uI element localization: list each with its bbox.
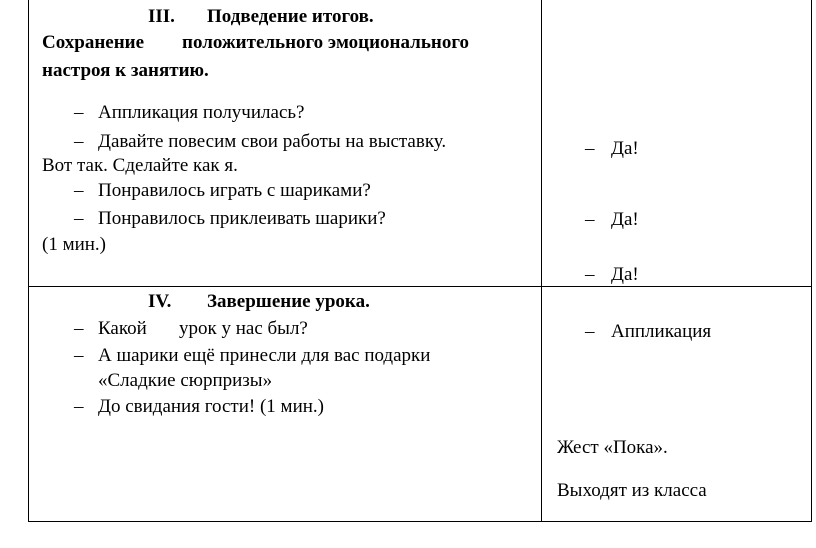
section3-number: III. bbox=[148, 6, 175, 27]
section3-subtitle-part2: положительного эмоционального bbox=[182, 32, 469, 53]
section3-question3: Понравилось играть с шариками? bbox=[98, 180, 371, 201]
section4-title: Завершение урока. bbox=[207, 291, 370, 312]
dash-marker: – bbox=[585, 321, 595, 342]
section4-answer2: Жест «Пока». bbox=[557, 437, 668, 458]
section4-question2-continuation: «Сладкие сюрпризы» bbox=[98, 370, 273, 391]
section3-subtitle-part1: Сохранение bbox=[42, 32, 145, 53]
section4-question1-part1: Какой bbox=[98, 318, 147, 339]
section4-number: IV. bbox=[148, 291, 172, 312]
dash-marker: – bbox=[74, 131, 84, 152]
section3-answer1: Да! bbox=[611, 138, 639, 159]
dash-marker: – bbox=[74, 396, 84, 417]
section3-question2-continuation: Вот так. Сделайте как я. bbox=[42, 155, 238, 176]
section4-answer3: Выходят из класса bbox=[557, 480, 707, 501]
section3-question2: Давайте повесим свои работы на выставку. bbox=[98, 131, 447, 152]
dash-marker: – bbox=[585, 264, 595, 285]
dash-marker: – bbox=[585, 209, 595, 230]
section3-question1: Аппликация получилась? bbox=[98, 102, 305, 123]
section3-subtitle-line2: настроя к занятию. bbox=[42, 60, 209, 81]
section3-answer2: Да! bbox=[611, 209, 639, 230]
dash-marker: – bbox=[585, 138, 595, 159]
dash-marker: – bbox=[74, 318, 84, 339]
section4-answer1: Аппликация bbox=[611, 321, 712, 342]
section3-answer3: Да! bbox=[611, 264, 639, 285]
section4-question3: До свидания гости! (1 мин.) bbox=[98, 396, 324, 417]
section4-question2: А шарики ещё принесли для вас подарки bbox=[98, 345, 431, 366]
dash-marker: – bbox=[74, 208, 84, 229]
dash-marker: – bbox=[74, 180, 84, 201]
section4-question1-part2: урок у нас был? bbox=[179, 318, 308, 339]
dash-marker: – bbox=[74, 345, 84, 366]
section3-question4: Понравилось приклеивать шарики? bbox=[98, 208, 386, 229]
dash-marker: – bbox=[74, 102, 84, 123]
column-divider bbox=[541, 0, 542, 522]
section3-title: Подведение итогов. bbox=[207, 6, 374, 27]
section3-time: (1 мин.) bbox=[42, 234, 107, 255]
row-divider bbox=[28, 286, 812, 287]
